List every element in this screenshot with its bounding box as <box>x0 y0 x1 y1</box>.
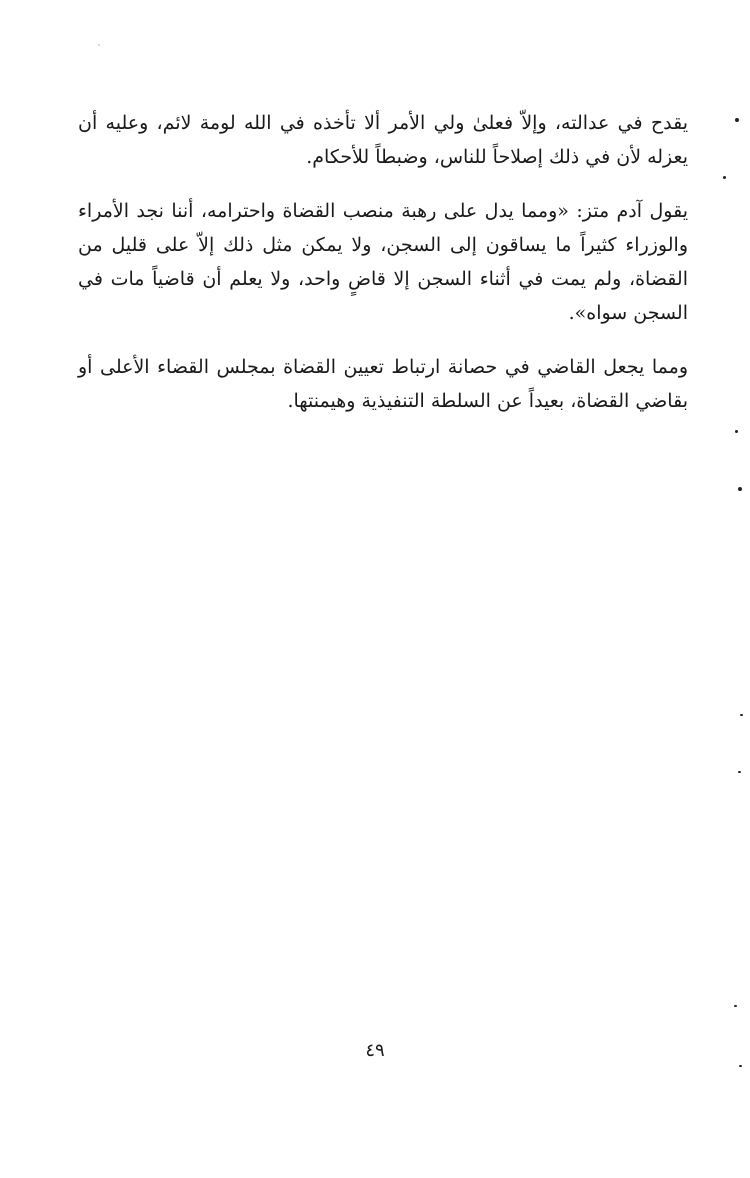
scan-speck <box>723 176 726 179</box>
scan-speck <box>734 1005 737 1007</box>
scan-speck <box>735 430 738 433</box>
paragraph-3: ومما يجعل القاضي في حصانة ارتباط تعيين القضاة بمجلس القضاء الأعلى أو بقاضي القضاة، بعيداً عن السلطة التنفيذية وهيمنتها. <box>78 356 688 412</box>
scan-speck <box>738 487 742 491</box>
page-number: ٤٩ <box>365 1040 385 1061</box>
scan-speck <box>735 118 739 122</box>
scan-speck <box>739 1065 742 1067</box>
scan-speck <box>740 714 743 716</box>
paragraph-2: يقول آدم متز: «ومما يدل على رهبة منصب القضاة واحترامه، أننا نجد الأمراء والوزراء كثيراً ما يساقون إلى السجن، ولا يمكن مثل ذلك إلاّ على قليل من القضاة، ولم يمت في أثناء السجن إلا قاضٍ واحد، ولا يعلم أن قاضياً مات في السجن سواه». <box>78 200 688 324</box>
paragraph-1: يقدح في عدالته، وإلاّ فعلىٰ ولي الأمر ألا تأخذه في الله لومة لائم، وعليه أن يعزله لأن في ذلك إصلاحاً للناس، وضبطاً للأحكام. <box>78 112 688 168</box>
scan-speck <box>98 44 100 46</box>
scan-speck <box>738 771 741 773</box>
